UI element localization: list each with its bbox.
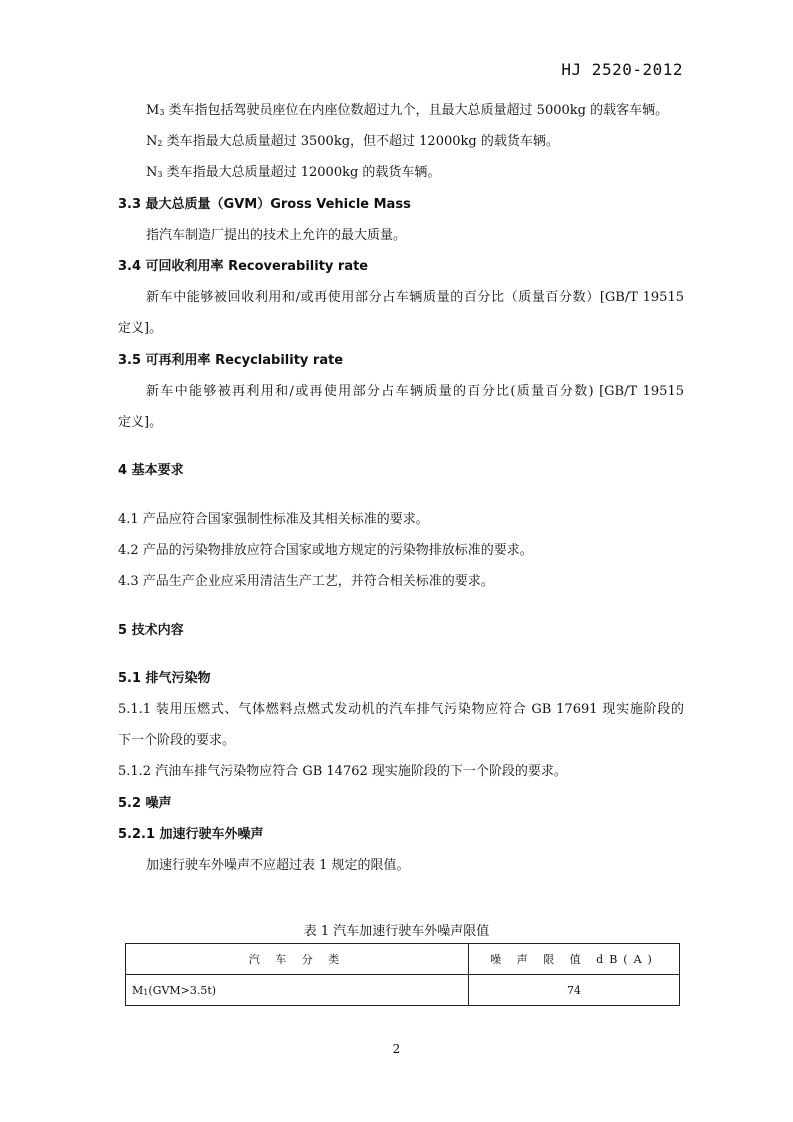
table-header-row bbox=[126, 944, 680, 975]
table-1 bbox=[125, 943, 680, 1006]
section-5-1-heading: 5.1 排气污染物 bbox=[118, 671, 211, 686]
table-cell-category: M1(GVM>3.5t) bbox=[126, 975, 469, 1006]
section-5-2-heading: 5.2 噪声 bbox=[118, 796, 172, 811]
standard-code-header: HJ 2520-2012 bbox=[561, 60, 683, 79]
table-1-caption: 表 1 汽车加速行驶车外噪声限值 bbox=[303, 924, 490, 939]
table-header-limit: 噪 声 限 值 dB(A) bbox=[469, 944, 680, 975]
section-4-item: 4.3 产品生产企业应采用清洁生产工艺，并符合相关标准的要求。 bbox=[118, 574, 494, 589]
section-5-1-1-line1: 5.1.1 装用压燃式、气体燃料点燃式发动机的汽车排气污染物应符合 GB 17691 现实施阶段的 bbox=[118, 702, 684, 717]
section-3-3-body: 指汽车制造厂提出的技术上允许的最大质量。 bbox=[146, 228, 407, 243]
section-3-5-heading: 3.5 可再利用率 Recyclability rate bbox=[118, 353, 344, 368]
section-3-5-body-line1: 新车中能够被再利用和/或再使用部分占车辆质量的百分比(质量百分数) [GB/T 19515 bbox=[146, 384, 684, 399]
section-3-3-heading: 3.3 最大总质量（GVM）Gross Vehicle Mass bbox=[118, 197, 411, 212]
section-3-5-body-line2: 定义]。 bbox=[118, 415, 163, 430]
section-5-1-1-line2: 下一个阶段的要求。 bbox=[118, 733, 236, 748]
section-5-2-1-heading: 5.2.1 加速行驶车外噪声 bbox=[118, 827, 264, 842]
section-3-4-heading: 3.4 可回收利用率 Recoverability rate bbox=[118, 259, 369, 274]
section-4-item: 4.1 产品应符合国家强制性标准及其相关标准的要求。 bbox=[118, 512, 429, 527]
section-3-4-body-line2: 定义]。 bbox=[118, 321, 163, 336]
table-row bbox=[126, 975, 680, 1006]
definition-m3: M3 类车指包括驾驶员座位在内座位数超过九个，且最大总质量超过 5000kg 的载客车辆。 bbox=[146, 103, 669, 118]
section-5-1-2: 5.1.2 汽油车排气污染物应符合 GB 14762 现实施阶段的下一个阶段的要求。 bbox=[118, 764, 567, 779]
section-3-4-body-line1: 新车中能够被回收利用和/或再使用部分占车辆质量的百分比（质量百分数）[GB/T 19515 bbox=[146, 290, 684, 305]
section-4-item: 4.2 产品的污染物排放应符合国家或地方规定的污染物排放标准的要求。 bbox=[118, 543, 533, 558]
table-header-category: 汽 车 分 类 bbox=[126, 944, 469, 975]
page-number: 2 bbox=[392, 1042, 401, 1056]
section-5-2-1-body: 加速行驶车外噪声不应超过表 1 规定的限值。 bbox=[146, 858, 410, 873]
definition-n2: N2 类车指最大总质量超过 3500kg，但不超过 12000kg 的载货车辆。 bbox=[146, 134, 559, 149]
definition-n3: N3 类车指最大总质量超过 12000kg 的载货车辆。 bbox=[146, 165, 441, 180]
table-cell-limit: 74 bbox=[469, 975, 680, 1006]
section-5-heading: 5 技术内容 bbox=[118, 623, 184, 638]
section-4-heading: 4 基本要求 bbox=[118, 463, 184, 478]
